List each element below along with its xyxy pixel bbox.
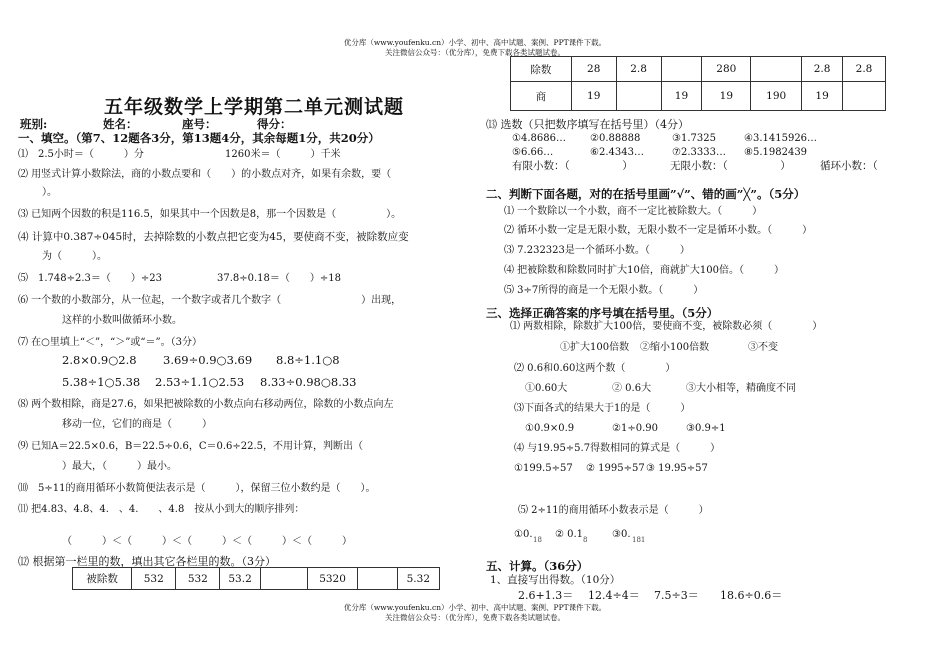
choice-q5-o3: ③0. bbox=[612, 529, 631, 540]
table-cell: 53.2 bbox=[220, 568, 260, 590]
table-cell: 2.8 bbox=[616, 57, 661, 82]
q11: ⑾ 把4.83、4.8、4. 、4. 、4.8 按从小到大的顺序排列： bbox=[18, 504, 305, 515]
q6-a: ⑹ 一个数的小数部分，从一位起，一个数字或者几个数字（ ）出现， bbox=[18, 295, 402, 306]
section3-heading: 三、选择正确答案的序号填在括号里。（5分） bbox=[486, 306, 719, 320]
q13-opt5: ⑤6.66… bbox=[512, 147, 554, 158]
q4-a: ⑷ 计算中0.387÷045时，去掉除数的小数点把它变为45，要使商不变，被除数应变 bbox=[18, 231, 409, 243]
section5-heading: 五、计算。（36分） bbox=[486, 559, 589, 573]
choice-q2-o3: ③大小相等，精确度不同 bbox=[686, 383, 796, 394]
choice-q4-o2: ② 1995÷57 bbox=[586, 463, 645, 474]
q1-b: 1260米＝（ ）千米 bbox=[225, 149, 341, 160]
section5-sub1: 1、直接写出得数。（10分） bbox=[490, 574, 621, 586]
q7-r1-c3: 8.8÷1.1○8 bbox=[276, 353, 340, 367]
judge-item-1: ⑴ 一个数除以一个小数，商不一定比被除数大。（ ） bbox=[504, 206, 763, 217]
choice-q5-o1-sub: 18 bbox=[533, 536, 542, 544]
table-cell: 532 bbox=[132, 568, 176, 590]
section2-heading: 二、判断下面各题，对的在括号里画”√”、错的画”╳”。（5分） bbox=[486, 187, 806, 201]
table-cell: 28 bbox=[571, 57, 616, 82]
table-cell[interactable] bbox=[661, 57, 702, 82]
header-line-2: 关注微信公众号：（优分库），免费下载各类试题试卷。 bbox=[385, 48, 565, 57]
q10: ⑽ 5÷11的商用循环小数简便法表示是（ ），保留三位小数约是（ ）。 bbox=[18, 483, 376, 494]
q6-b: 这样的小数叫做循环小数。 bbox=[62, 315, 182, 326]
info-score: 得分： bbox=[257, 117, 292, 131]
choice-q2-o1: ①0.60大 bbox=[525, 383, 568, 394]
footer-line-2: 关注微信公众号：（优分库），免费下载各类试题试卷。 bbox=[385, 613, 565, 622]
choice-q4: ⑷ 与19.95÷5.7得数相同的算式是（ ） bbox=[514, 443, 721, 454]
table-cell[interactable] bbox=[751, 57, 802, 82]
division-table-rows23 bbox=[510, 56, 886, 111]
q9-a: ⑼ 已知A＝22.5×0.6，B＝22.5÷0.6，C＝0.6÷22.5，不用计算，判断出（ bbox=[18, 441, 364, 452]
q7-r1-c1: 2.8×0.9○2.8 bbox=[62, 353, 137, 367]
table-cell: 除数 bbox=[511, 57, 572, 82]
choice-q2: ⑵ 0.6和0.60这两个数（ ） bbox=[514, 363, 676, 374]
choice-q5-o3-sub: 181 bbox=[632, 536, 646, 544]
choice-q3: ⑶下面各式的结果大于1的是（ ） bbox=[514, 403, 691, 414]
choice-q3-o2: ②1÷0.90 bbox=[612, 423, 658, 434]
q7-r1-c2: 3.69÷0.9○3.69 bbox=[163, 353, 253, 367]
section1-heading: 一、填空。（第7、12题各3分，第13题4分，其余每题1分，共20分） bbox=[18, 131, 380, 145]
table-cell: 280 bbox=[702, 57, 751, 82]
q5-b: 37.8÷0.18＝（ ）÷18 bbox=[217, 273, 342, 284]
calc-3: 7.5÷3＝ bbox=[654, 589, 699, 602]
q12: ⑿ 根据第一栏里的数，填出其它各栏里的数。（3分） bbox=[18, 555, 276, 568]
choice-q2-o2: ② 0.6大 bbox=[612, 383, 652, 394]
q13-opt7: ⑦2.3333… bbox=[672, 147, 726, 158]
choice-q1: ⑴ 两数相除，除数扩大100倍，要使商不变，被除数必须（ ） bbox=[510, 321, 823, 332]
q2-a: ⑵ 用竖式计算小数除法，商的小数点要和（ ）的小数点对齐，如果有余数，要（ bbox=[18, 169, 392, 180]
table-cell: 19 bbox=[702, 82, 751, 111]
division-table-row1 bbox=[72, 567, 440, 590]
info-name: 姓名： bbox=[103, 117, 138, 131]
choice-q5-o2: ② 0.1 bbox=[555, 529, 584, 540]
judge-item-3: ⑶ 7.232323是一个循环小数。（ ） bbox=[504, 245, 690, 256]
footer-line-1: 优分库（www.youfenku.cn）小学、初中、高中试题、案例、PPT课件下载。 bbox=[343, 603, 607, 612]
q2-b: ）。 bbox=[42, 187, 57, 198]
q13: ⒀ 选数（只把数序填写在括号里）（4分） bbox=[486, 118, 689, 131]
choice-q5: ⑸ 2÷11的商用循环小数表示是（ ） bbox=[518, 505, 709, 516]
table-cell: 19 bbox=[802, 82, 843, 111]
table-cell: 532 bbox=[176, 568, 220, 590]
choice-q5-o1: ①0. bbox=[514, 529, 533, 540]
choice-q3-o1: ①0.9×0.9 bbox=[525, 423, 575, 434]
judge-item-4: ⑷ 把被除数和除数同时扩大10倍，商就扩大100倍。（ ） bbox=[504, 265, 784, 276]
q3: ⑶ 已知两个因数的积是116.5，如果其中一个因数是8，那一个因数是（ ）。 bbox=[18, 209, 402, 220]
info-seat: 座号： bbox=[182, 117, 217, 131]
table-cell: 被除数 bbox=[73, 568, 132, 590]
judge-item-5: ⑸ 3÷7所得的商是一个无限小数。（ ） bbox=[504, 285, 704, 296]
calc-4: 18.6÷0.6＝ bbox=[720, 589, 783, 602]
q11-b: （ ）＜（ ）＜（ ）＜（ ）＜（ ） bbox=[62, 536, 352, 547]
table-cell: 19 bbox=[571, 82, 616, 111]
choice-q3-o3: ③0.9÷1 bbox=[686, 423, 726, 434]
table-cell[interactable] bbox=[843, 82, 886, 111]
page-title: 五年级数学上学期第二单元测试题 bbox=[104, 96, 405, 118]
q13-opt2: ②0.88888 bbox=[590, 133, 641, 144]
table-cell: 19 bbox=[661, 82, 702, 111]
calc-2: 12.4÷4＝ bbox=[588, 589, 640, 602]
q4-b: 为（ ）。 bbox=[42, 251, 107, 262]
choice-q1-o3: ③不变 bbox=[748, 342, 778, 353]
table-cell: 2.8 bbox=[843, 57, 886, 82]
header-line-1: 优分库（www.youfenku.cn）小学、初中、高中试题、案例、PPT课件下载。 bbox=[343, 38, 607, 47]
q7-r2-c1: 5.38÷1○5.38 bbox=[62, 375, 141, 389]
choice-q5-o2-sub: 8 bbox=[583, 536, 588, 544]
table-cell: 190 bbox=[751, 82, 802, 111]
table-cell[interactable] bbox=[260, 568, 307, 590]
q13-opt8: ⑧5.1982439 bbox=[744, 147, 808, 158]
judge-item-2: ⑵ 循环小数一定是无限小数，无限小数不一定是循环小数。（ ） bbox=[504, 225, 813, 236]
table-cell: 5320 bbox=[307, 568, 357, 590]
q9-b: ）最大，（ ）最小。 bbox=[62, 461, 177, 472]
table-cell[interactable] bbox=[358, 568, 398, 590]
q7: ⑺ 在○里填上“＜”，“＞”或“＝”。（3分） bbox=[18, 337, 202, 348]
table-cell: 2.8 bbox=[802, 57, 843, 82]
q13-opt1: ①4.8686… bbox=[512, 133, 566, 144]
q1-a: ⑴ 2.5小时＝（ ）分 bbox=[18, 149, 144, 160]
q8-a: ⑻ 两个数相除，商是27.6，如果把被除数的小数点向右移动两位，除数的小数点向左 bbox=[18, 399, 394, 410]
q13-opt3: ③1.7325 bbox=[672, 133, 716, 144]
choice-q4-o3: ③ 19.95÷57 bbox=[646, 463, 708, 474]
choice-q1-o2: ②缩小100倍数 bbox=[640, 342, 710, 353]
table-cell[interactable] bbox=[616, 82, 661, 111]
q7-r2-c3: 8.33÷0.98○8.33 bbox=[260, 375, 357, 389]
q13-recurring: 循环小数：（ bbox=[820, 160, 878, 172]
choice-q4-o1: ①199.5÷57 bbox=[514, 463, 573, 474]
q13-opt6: ⑥2.4343… bbox=[590, 147, 644, 158]
q13-finite: 有限小数：（ ） bbox=[512, 160, 633, 172]
q7-r2-c2: 2.53÷1.1○2.53 bbox=[155, 375, 245, 389]
choice-q1-o1: ①扩大100倍数 bbox=[560, 342, 630, 353]
calc-1: 2.6+1.3＝ bbox=[518, 589, 574, 602]
q5-a: ⑸ 1.748÷2.3＝（ ）÷23 bbox=[18, 273, 163, 284]
info-class: 班别: bbox=[20, 117, 48, 131]
q13-infinite: 无限小数：（ ） bbox=[670, 160, 791, 172]
table-cell: 商 bbox=[511, 82, 572, 111]
table-cell: 5.32 bbox=[397, 568, 439, 590]
q13-opt4: ④3.1415926… bbox=[744, 133, 818, 144]
q8-b: 移动一位，它们的商是（ ） bbox=[62, 419, 212, 430]
